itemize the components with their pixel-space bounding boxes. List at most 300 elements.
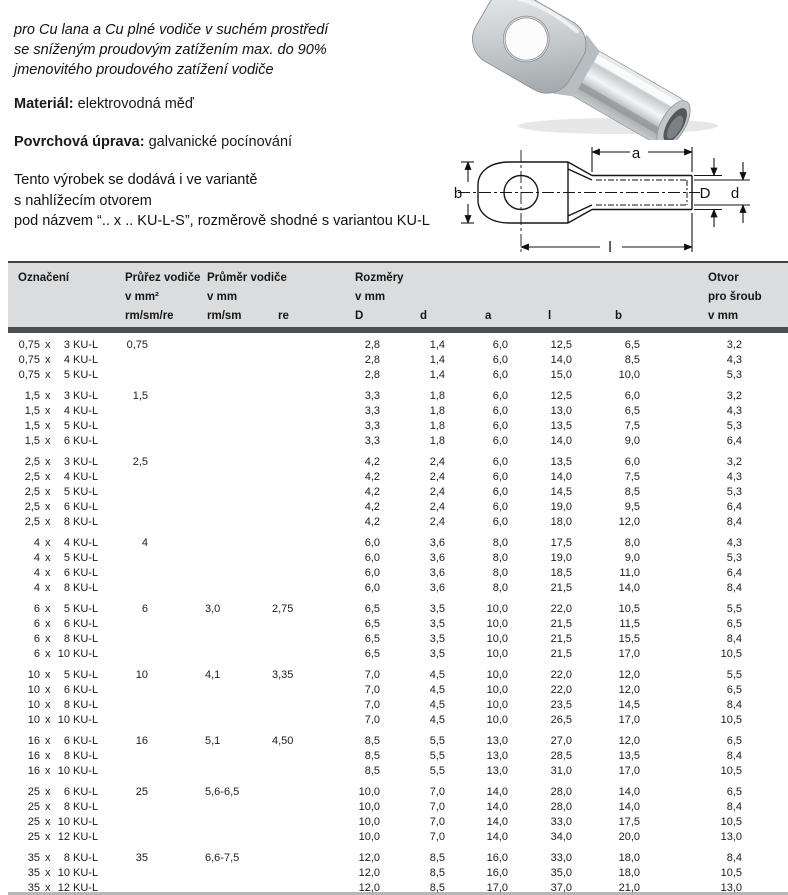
cell-screw-size: 10 xyxy=(57,765,70,777)
table-row xyxy=(0,668,788,683)
cell-dim-a: 16,0 xyxy=(486,867,508,879)
cell-diameter-rmsm: 5,6-6,5 xyxy=(205,786,240,798)
cell-hole-size: 6,4 xyxy=(726,567,742,579)
cell-dim-b: 6,5 xyxy=(624,339,640,351)
cell-dim-l: 14,0 xyxy=(550,435,572,447)
cell-x-label: x xyxy=(45,354,51,366)
cell-diameter-rmsm: 3,0 xyxy=(205,603,221,615)
cell-hole-size: 8,4 xyxy=(726,750,742,762)
cell-cross-section xyxy=(108,566,148,581)
table-row xyxy=(0,647,788,662)
cell-conductor-size: 0,75 xyxy=(18,339,40,351)
cell-kul-label: KU-L xyxy=(73,567,99,579)
cell-kul-label: KU-L xyxy=(73,750,99,762)
cell-screw-size: 3 xyxy=(63,339,70,351)
cell-diameter-rmsm xyxy=(148,617,238,632)
table-row xyxy=(0,389,788,404)
cell-screw-size: 10 xyxy=(57,867,70,879)
cell-dim-D: 7,0 xyxy=(364,669,380,681)
cell-diameter-rmsm xyxy=(148,581,238,596)
cell-dim-D: 3,3 xyxy=(364,435,380,447)
cell-dim-b: 15,5 xyxy=(618,633,640,645)
cell-hole-size: 6,5 xyxy=(726,786,742,798)
cell-x-label: x xyxy=(45,750,51,762)
cell-diameter-re xyxy=(238,800,290,815)
cell-conductor-size: 2,5 xyxy=(24,516,40,528)
cell-dim-d: 3,6 xyxy=(429,552,445,564)
cell-dim-d: 3,5 xyxy=(429,603,445,615)
cell-kul-label: KU-L xyxy=(73,765,99,777)
cell-diameter-re xyxy=(238,338,290,353)
cell-dim-d: 5,5 xyxy=(429,750,445,762)
cell-kul-label: KU-L xyxy=(73,516,99,528)
cell-hole-size: 5,3 xyxy=(726,552,742,564)
cell-kul-label: KU-L xyxy=(73,603,99,615)
cell-diameter-rmsm xyxy=(148,647,238,662)
cell-dim-D: 12,0 xyxy=(358,882,380,894)
cell-conductor-size: 6 xyxy=(33,648,40,660)
table-row xyxy=(0,500,788,515)
cell-dim-a: 17,0 xyxy=(486,882,508,894)
cell-kul-label: KU-L xyxy=(73,420,99,432)
cell-diameter-rmsm xyxy=(148,353,238,368)
cell-x-label: x xyxy=(45,516,51,528)
table-row xyxy=(0,419,788,434)
cell-hole-size: 4,3 xyxy=(726,471,742,483)
cell-dim-b: 14,0 xyxy=(618,786,640,798)
cell-hole-size: 5,5 xyxy=(726,669,742,681)
cell-cross-section xyxy=(108,632,148,647)
cell-x-label: x xyxy=(45,405,51,417)
cell-diameter-rmsm xyxy=(148,515,238,530)
cell-diameter-re xyxy=(238,419,290,434)
cell-hole-size: 8,4 xyxy=(726,801,742,813)
cell-diameter-rmsm xyxy=(148,470,238,485)
cell-dim-b: 6,0 xyxy=(624,456,640,468)
cell-dim-D: 2,8 xyxy=(364,339,380,351)
cell-dim-D: 6,0 xyxy=(364,552,380,564)
cell-dim-b: 7,5 xyxy=(624,420,640,432)
header-diameter-rmsm: rm/sm xyxy=(207,310,242,322)
cell-screw-size: 4 xyxy=(63,405,70,417)
cell-dim-b: 9,5 xyxy=(624,501,640,513)
cell-dim-b: 9,0 xyxy=(624,435,640,447)
cell-conductor-size: 2,5 xyxy=(24,471,40,483)
header-diameter-re: re xyxy=(278,310,289,322)
cell-x-label: x xyxy=(45,669,51,681)
cell-dim-b: 17,0 xyxy=(618,714,640,726)
cell-dim-D: 4,2 xyxy=(364,516,380,528)
cell-cross-section xyxy=(108,434,148,449)
header-diameter: Průměr vodiče xyxy=(207,272,287,284)
cell-diameter-rmsm xyxy=(148,713,238,728)
cell-dim-b: 7,5 xyxy=(624,471,640,483)
cell-dim-D: 6,5 xyxy=(364,648,380,660)
cell-kul-label: KU-L xyxy=(73,867,99,879)
cell-dim-d: 4,5 xyxy=(429,714,445,726)
dim-label-D: D xyxy=(699,185,711,202)
header-dim-d: d xyxy=(420,310,428,322)
cell-dim-a: 10,0 xyxy=(486,603,508,615)
cell-dim-D: 4,2 xyxy=(364,501,380,513)
cell-diameter-re xyxy=(238,368,290,383)
cell-cross-section xyxy=(108,353,148,368)
table-row xyxy=(0,764,788,779)
cell-dim-d: 7,0 xyxy=(429,786,445,798)
cell-dim-a: 8,0 xyxy=(492,582,508,594)
cell-diameter-re xyxy=(238,851,290,866)
cell-diameter-rmsm xyxy=(148,881,238,895)
cell-x-label: x xyxy=(45,435,51,447)
cell-dim-d: 2,4 xyxy=(429,456,445,468)
cell-diameter-re xyxy=(238,749,290,764)
cell-dim-d: 2,4 xyxy=(429,471,445,483)
cell-dim-d: 8,5 xyxy=(429,852,445,864)
cell-dim-b: 6,5 xyxy=(624,405,640,417)
product-photo xyxy=(468,0,770,140)
cell-dim-D: 6,0 xyxy=(364,537,380,549)
table-row xyxy=(0,536,788,551)
cell-x-label: x xyxy=(45,552,51,564)
cell-screw-size: 6 xyxy=(63,786,70,798)
cell-x-label: x xyxy=(45,456,51,468)
cell-dim-a: 14,0 xyxy=(486,831,508,843)
cell-screw-size: 4 xyxy=(63,537,70,549)
cell-kul-label: KU-L xyxy=(73,339,99,351)
cell-dim-D: 10,0 xyxy=(358,801,380,813)
cell-dim-b: 11,5 xyxy=(619,618,640,630)
header-dim-a: a xyxy=(485,310,492,322)
cell-conductor-size: 25 xyxy=(27,831,40,843)
cell-x-label: x xyxy=(45,852,51,864)
table-row xyxy=(0,866,788,881)
cell-hole-size: 6,5 xyxy=(726,618,742,630)
cell-screw-size: 6 xyxy=(63,735,70,747)
table-row xyxy=(0,734,788,749)
table-row xyxy=(0,683,788,698)
cell-screw-size: 8 xyxy=(63,801,70,813)
cell-dim-l: 18,5 xyxy=(550,567,572,579)
cell-diameter-rmsm: 5,1 xyxy=(205,735,221,747)
table-row xyxy=(0,338,788,353)
cell-hole-size: 5,3 xyxy=(726,486,742,498)
cell-dim-l: 14,0 xyxy=(550,354,572,366)
cell-dim-D: 10,0 xyxy=(358,831,380,843)
cell-cross-section xyxy=(108,749,148,764)
cell-conductor-size: 4 xyxy=(33,552,40,564)
cell-dim-D: 6,5 xyxy=(364,603,380,615)
table-row xyxy=(0,368,788,383)
cell-conductor-size: 25 xyxy=(27,801,40,813)
material-label: Materiál: xyxy=(14,96,74,112)
cell-dim-l: 21,5 xyxy=(550,582,572,594)
cell-dim-l: 14,0 xyxy=(550,471,572,483)
usage-note-line: jmenovitého proudového zatížení vodiče xyxy=(14,62,274,78)
cell-dim-a: 16,0 xyxy=(486,852,508,864)
cell-dim-a: 6,0 xyxy=(492,471,508,483)
variant-note-line: s nahlížecím otvorem xyxy=(14,192,152,209)
cell-dim-d: 1,8 xyxy=(429,390,445,402)
cell-dim-D: 8,5 xyxy=(364,765,380,777)
cell-hole-size: 8,4 xyxy=(726,582,742,594)
cell-dim-b: 17,0 xyxy=(618,648,640,660)
cell-x-label: x xyxy=(45,816,51,828)
cell-cross-section xyxy=(108,830,148,845)
cell-screw-size: 5 xyxy=(63,552,70,564)
cell-conductor-size: 1,5 xyxy=(24,435,40,447)
cell-dim-a: 6,0 xyxy=(492,369,508,381)
variant-note-line: pod názvem “.. x .. KU-L-S”, rozměrově shodné s variantou KU-L xyxy=(14,213,430,229)
cell-screw-size: 5 xyxy=(63,669,70,681)
cell-dim-d: 3,5 xyxy=(429,648,445,660)
cell-conductor-size: 1,5 xyxy=(24,420,40,432)
cell-dim-a: 6,0 xyxy=(492,456,508,468)
cell-diameter-rmsm: 4,1 xyxy=(205,669,221,681)
table-row xyxy=(0,851,788,866)
cell-hole-size: 6,4 xyxy=(726,501,742,513)
table-row xyxy=(0,470,788,485)
cell-dim-a: 8,0 xyxy=(492,537,508,549)
cell-diameter-re xyxy=(238,581,290,596)
cell-cross-section xyxy=(108,764,148,779)
header-cross-section-type: rm/sm/re xyxy=(125,310,174,322)
cell-dim-D: 6,5 xyxy=(364,618,380,630)
cell-x-label: x xyxy=(45,390,51,402)
header-hole-unit: v mm xyxy=(708,310,739,322)
cell-diameter-re xyxy=(238,815,290,830)
cell-dim-D: 12,0 xyxy=(358,867,380,879)
cell-hole-size: 10,5 xyxy=(720,648,742,660)
cell-cross-section xyxy=(108,470,148,485)
cell-screw-size: 4 xyxy=(63,471,70,483)
cell-hole-size: 10,5 xyxy=(720,816,742,828)
cell-kul-label: KU-L xyxy=(73,405,99,417)
cell-diameter-rmsm xyxy=(148,500,238,515)
cell-dim-b: 17,0 xyxy=(618,765,640,777)
cell-dim-D: 3,3 xyxy=(364,420,380,432)
cell-screw-size: 3 xyxy=(63,390,70,402)
dim-label-a: a xyxy=(631,145,641,162)
cell-dim-d: 3,5 xyxy=(429,618,445,630)
cell-screw-size: 5 xyxy=(63,369,70,381)
variant-note-line: Tento výrobek se dodává i ve variantě xyxy=(14,172,258,188)
surface-line xyxy=(14,134,292,150)
cell-x-label: x xyxy=(45,786,51,798)
table-row xyxy=(0,581,788,596)
cell-conductor-size: 0,75 xyxy=(18,369,40,381)
cell-kul-label: KU-L xyxy=(73,471,99,483)
cell-cross-section xyxy=(108,881,148,895)
cell-dim-b: 9,0 xyxy=(624,552,640,564)
cell-dim-d: 1,4 xyxy=(429,339,445,351)
cell-x-label: x xyxy=(45,714,51,726)
cell-dim-l: 22,0 xyxy=(550,684,572,696)
cell-diameter-rmsm xyxy=(148,830,238,845)
cell-diameter-re xyxy=(238,632,290,647)
cell-dim-b: 14,0 xyxy=(618,582,640,594)
cell-dim-D: 8,5 xyxy=(364,750,380,762)
cell-diameter-rmsm xyxy=(148,749,238,764)
table-row xyxy=(0,434,788,449)
cell-x-label: x xyxy=(45,648,51,660)
cell-dim-a: 10,0 xyxy=(486,648,508,660)
cell-diameter-re xyxy=(238,647,290,662)
cell-cross-section xyxy=(108,515,148,530)
table-body xyxy=(0,338,788,895)
cell-kul-label: KU-L xyxy=(73,552,99,564)
cell-hole-size: 5,5 xyxy=(726,603,742,615)
table-row xyxy=(0,749,788,764)
cell-x-label: x xyxy=(45,501,51,513)
cell-dim-l: 17,5 xyxy=(550,537,572,549)
cell-dim-a: 14,0 xyxy=(486,816,508,828)
cell-kul-label: KU-L xyxy=(73,786,99,798)
cell-kul-label: KU-L xyxy=(73,882,99,894)
cell-dim-d: 7,0 xyxy=(429,801,445,813)
cell-dim-b: 14,5 xyxy=(618,699,640,711)
cell-x-label: x xyxy=(45,765,51,777)
header-dim-l: l xyxy=(548,310,552,322)
cell-dim-D: 8,5 xyxy=(364,735,380,747)
cell-dim-D: 10,0 xyxy=(358,816,380,828)
cell-x-label: x xyxy=(45,801,51,813)
cell-dim-a: 10,0 xyxy=(486,684,508,696)
cell-dim-d: 5,5 xyxy=(429,735,445,747)
cell-x-label: x xyxy=(45,339,51,351)
cell-dim-a: 10,0 xyxy=(486,714,508,726)
cell-dim-b: 12,0 xyxy=(618,516,640,528)
cell-dim-l: 22,0 xyxy=(550,669,572,681)
cell-dim-d: 2,4 xyxy=(429,516,445,528)
cell-diameter-rmsm xyxy=(148,815,238,830)
cell-dim-l: 12,5 xyxy=(550,390,572,402)
cell-cross-section: 25 xyxy=(135,786,148,798)
cell-hole-size: 6,5 xyxy=(726,735,742,747)
cell-diameter-rmsm xyxy=(148,434,238,449)
cell-dim-l: 18,0 xyxy=(550,516,572,528)
cell-dim-d: 8,5 xyxy=(429,882,445,894)
cell-kul-label: KU-L xyxy=(73,633,99,645)
cell-dim-b: 18,0 xyxy=(618,852,640,864)
cell-dim-l: 19,0 xyxy=(550,552,572,564)
cell-dim-d: 1,8 xyxy=(429,435,445,447)
cell-dim-d: 1,8 xyxy=(429,405,445,417)
cell-dim-D: 2,8 xyxy=(364,369,380,381)
cell-cross-section xyxy=(108,500,148,515)
cell-cross-section xyxy=(108,551,148,566)
cell-screw-size: 6 xyxy=(63,501,70,513)
header-dim-b: b xyxy=(615,310,623,322)
cell-hole-size: 13,0 xyxy=(720,882,742,894)
cell-dim-a: 8,0 xyxy=(492,567,508,579)
cell-dim-d: 3,5 xyxy=(429,633,445,645)
surface-label: Povrchová úprava: xyxy=(14,134,145,150)
cell-conductor-size: 10 xyxy=(27,684,40,696)
table-row xyxy=(0,800,788,815)
cell-dim-d: 5,5 xyxy=(429,765,445,777)
cell-diameter-re xyxy=(238,617,290,632)
cell-dim-l: 21,5 xyxy=(550,648,572,660)
cell-hole-size: 6,4 xyxy=(726,435,742,447)
cell-dim-a: 13,0 xyxy=(486,750,508,762)
cell-screw-size: 5 xyxy=(63,603,70,615)
cell-kul-label: KU-L xyxy=(73,816,99,828)
cell-dim-d: 1,4 xyxy=(429,369,445,381)
cell-diameter-rmsm xyxy=(148,800,238,815)
cell-dim-D: 6,5 xyxy=(364,633,380,645)
table-row xyxy=(0,881,788,895)
cell-cross-section: 35 xyxy=(135,852,148,864)
cell-x-label: x xyxy=(45,867,51,879)
table-row xyxy=(0,698,788,713)
cell-x-label: x xyxy=(45,369,51,381)
cell-dim-l: 28,0 xyxy=(550,801,572,813)
cell-conductor-size: 25 xyxy=(27,786,40,798)
cell-dim-b: 17,5 xyxy=(618,816,640,828)
cell-diameter-re xyxy=(238,764,290,779)
cell-dim-d: 2,4 xyxy=(429,486,445,498)
cell-dim-D: 10,0 xyxy=(358,786,380,798)
usage-note-line: pro Cu lana a Cu plné vodiče v suchém prostředí xyxy=(14,22,329,38)
cell-diameter-re xyxy=(238,485,290,500)
cell-diameter-rmsm xyxy=(148,866,238,881)
header-cross-section: Průřez vodiče xyxy=(125,272,201,284)
cell-hole-size: 5,3 xyxy=(726,369,742,381)
cell-diameter-re xyxy=(238,353,290,368)
table-row xyxy=(0,785,788,800)
cell-dim-a: 6,0 xyxy=(492,354,508,366)
cell-kul-label: KU-L xyxy=(73,831,99,843)
cell-x-label: x xyxy=(45,633,51,645)
cell-dim-l: 35,0 xyxy=(550,867,572,879)
cell-kul-label: KU-L xyxy=(73,735,99,747)
table-row xyxy=(0,551,788,566)
cell-diameter-rmsm xyxy=(148,419,238,434)
cell-hole-size: 3,2 xyxy=(726,339,742,351)
cell-diameter-re xyxy=(238,698,290,713)
cell-dim-D: 7,0 xyxy=(364,699,380,711)
cell-cross-section: 16 xyxy=(135,735,148,747)
header-dimensions: Rozměry xyxy=(355,272,404,284)
cell-diameter-re xyxy=(238,434,290,449)
cell-dim-b: 13,5 xyxy=(618,750,640,762)
cell-dim-l: 15,0 xyxy=(550,369,572,381)
cell-cross-section xyxy=(108,647,148,662)
cell-cross-section xyxy=(108,485,148,500)
cell-dim-d: 4,5 xyxy=(429,699,445,711)
cell-diameter-re: 3,35 xyxy=(272,669,294,681)
cell-kul-label: KU-L xyxy=(73,648,99,660)
material-line xyxy=(14,96,194,112)
cell-kul-label: KU-L xyxy=(73,537,99,549)
cell-cross-section xyxy=(108,419,148,434)
cell-dim-a: 14,0 xyxy=(486,786,508,798)
cell-dim-d: 3,6 xyxy=(429,567,445,579)
cell-hole-size: 10,5 xyxy=(720,867,742,879)
cell-dim-a: 14,0 xyxy=(486,801,508,813)
dimension-diagram xyxy=(450,130,788,265)
cell-screw-size: 6 xyxy=(63,618,70,630)
cell-dim-l: 19,0 xyxy=(550,501,572,513)
table-header-rule xyxy=(8,327,788,333)
cell-dim-a: 10,0 xyxy=(486,633,508,645)
usage-note xyxy=(14,20,454,80)
cell-dim-d: 8,5 xyxy=(429,867,445,879)
cell-hole-size: 6,5 xyxy=(726,684,742,696)
cell-screw-size: 10 xyxy=(57,816,70,828)
cell-dim-a: 6,0 xyxy=(492,390,508,402)
cell-diameter-re: 4,50 xyxy=(272,735,294,747)
